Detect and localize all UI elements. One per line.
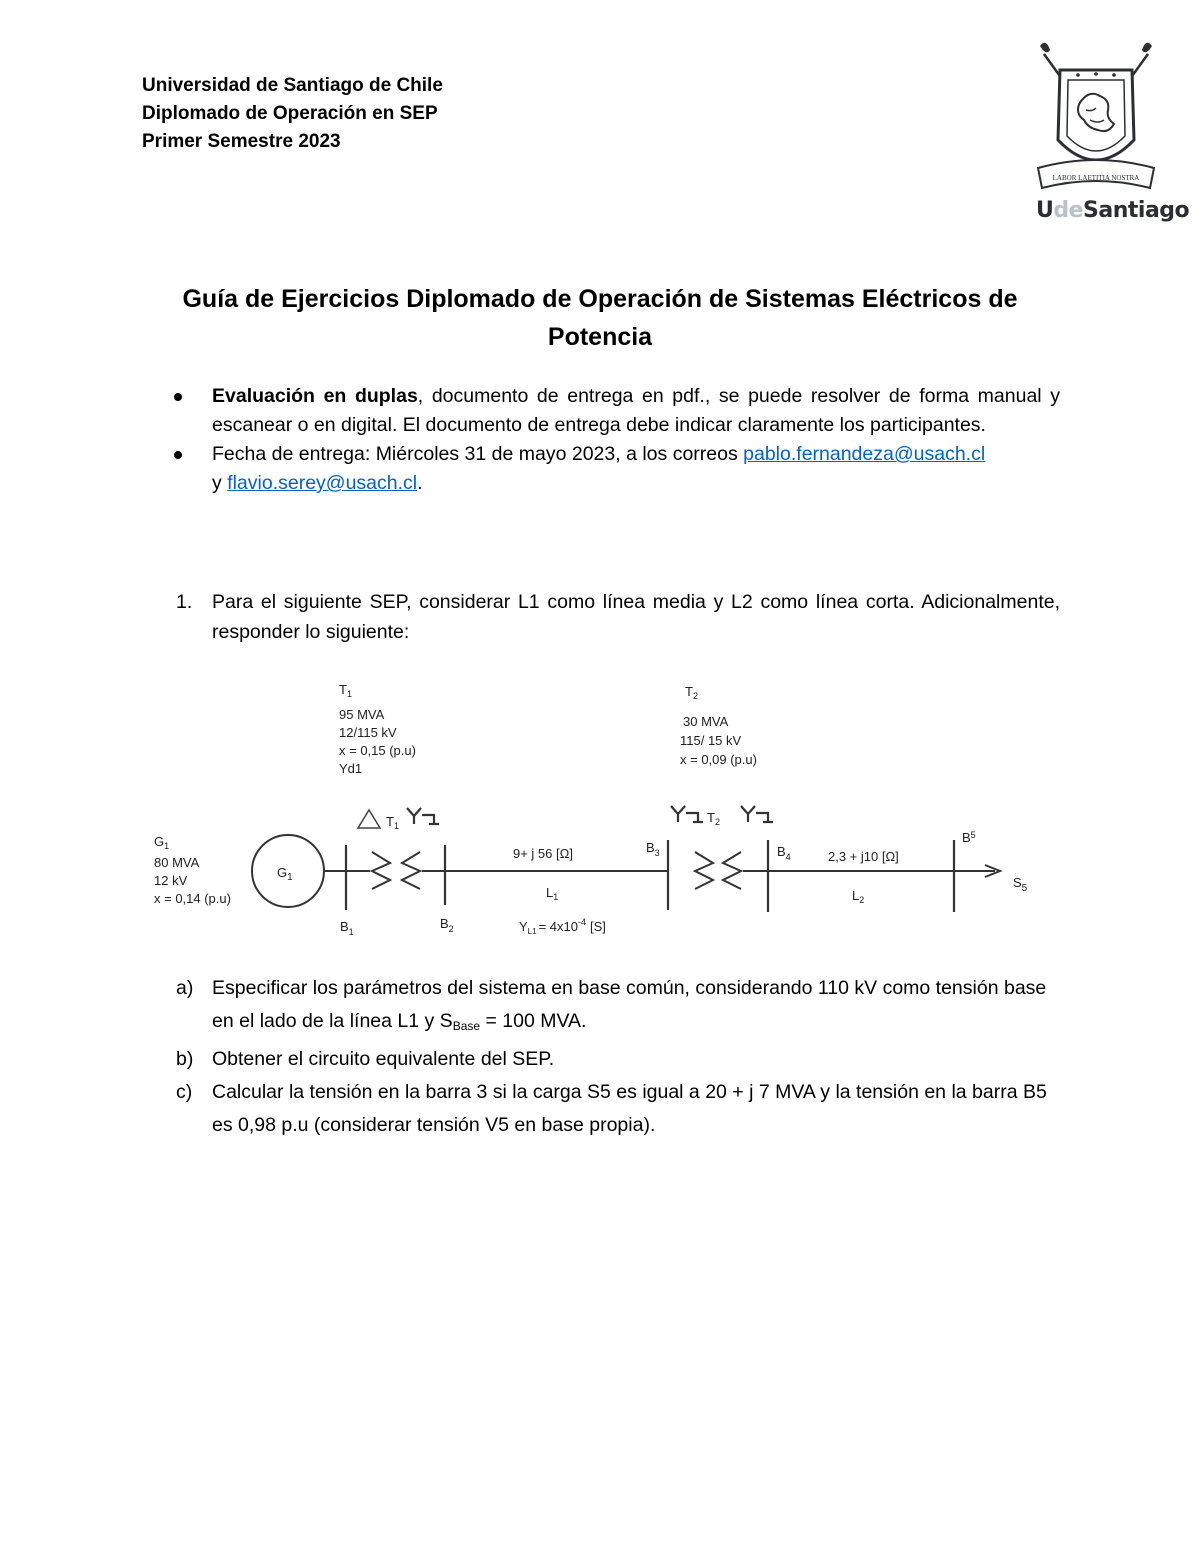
t2-symbol-label: $T_2$: [707, 810, 720, 827]
generator-symbol-label: $G_1$: [277, 865, 293, 883]
logo-de: de: [1053, 198, 1084, 223]
evaluation-text: , documento de entrega en pdf., se puede resolver de forma manual y escanear o en digital. El documento de entrega debe indicar claramente los participantes.: [212, 385, 1060, 436]
l1-label: $L_1$: [546, 885, 559, 902]
wye-grounded-winding-icon: [741, 806, 773, 822]
l2-impedance: 2,3 + j10 [Ω]: [828, 849, 899, 864]
t1-reactance: x = 0,15 (p.u): [339, 743, 416, 758]
question-1: [170, 587, 1060, 647]
instruction-item: [170, 440, 1060, 498]
t2-winding-symbols: [671, 806, 773, 827]
bus-b2-label: $B_2$: [440, 916, 454, 934]
due-date-conjunction: y: [212, 472, 228, 494]
t2-label: $T_2$: [685, 684, 698, 701]
bus-b3-label: $B_3$: [646, 840, 660, 858]
g1-reactance: x = 0,14 (p.u): [154, 891, 231, 906]
t1-connection: Yd1: [339, 761, 363, 776]
subquestion-subscript: Base: [452, 1019, 481, 1033]
email-link-1[interactable]: pablo.fernandeza@usach.cl: [743, 443, 986, 465]
subquestion-b: [170, 1043, 1060, 1076]
bus-b1-label: $B_1$: [340, 919, 354, 937]
evaluation-label: Evaluación en duplas: [212, 385, 418, 407]
delta-winding-icon: [358, 810, 380, 828]
l1-impedance: 9+ j 56 [Ω]: [513, 846, 573, 861]
subquestion-a: [170, 972, 1060, 1043]
t1-symbol-label: $T_1$: [386, 814, 399, 831]
question-number: 1.: [176, 591, 193, 613]
t2-reactance: x = 0,09 (p.u): [680, 752, 757, 767]
subquestion-label: b): [176, 1048, 194, 1070]
university-logo-wordmark: [1036, 198, 1189, 223]
bullet-icon: [174, 393, 182, 401]
email-link-2[interactable]: flavio.serey@usach.cl: [227, 472, 418, 494]
transformer-t2-icon: [695, 852, 741, 889]
logo-u: U: [1036, 198, 1054, 223]
instructions-list: [170, 382, 1060, 498]
t1-rating: 95 MVA: [339, 707, 385, 722]
subquestion-text: Obtener el circuito equivalente del SEP.: [212, 1048, 555, 1070]
subquestion-text: Calcular la tensión en la barra 3 si la carga S5 es igual a 20 + j 7 MVA y la tensión en la barra B5 es 0,98 p.u (considerar tensión V5 en base propia).: [212, 1081, 1047, 1136]
subquestion-label: c): [176, 1081, 193, 1103]
t2-voltage: 115/ 15 kV: [680, 733, 742, 748]
subquestions-list: [170, 972, 1060, 1142]
g1-label: $G_1$: [154, 834, 170, 851]
l1-admittance: $Y_{L1} = 4x10^{-4}$ [S]: [519, 917, 606, 936]
transformer-t1-icon: [372, 852, 420, 889]
document-title: [120, 280, 1080, 356]
subquestion-label: a): [176, 977, 194, 999]
generator-icon: [252, 835, 324, 907]
g1-rating: 80 MVA: [154, 855, 200, 870]
bus-b5-label: $B^5$: [962, 830, 976, 845]
header-block: [142, 72, 443, 156]
power-system-diagram: [140, 670, 1040, 950]
logo-santiago: Santiago: [1083, 198, 1190, 223]
subquestion-c: [170, 1076, 1060, 1142]
instruction-item: [170, 382, 1060, 440]
t1-voltage: 12/115 kV: [339, 725, 397, 740]
t1-label: $T_1$: [339, 682, 352, 699]
due-date-text: Fecha de entrega: Miércoles 31 de mayo 2023, a los correos: [212, 443, 744, 465]
bullet-icon: [174, 451, 182, 459]
program-name: Diplomado de Operación en SEP: [142, 103, 438, 124]
bus-b4-label: $B_4$: [777, 844, 791, 862]
university-name: Universidad de Santiago de Chile: [142, 75, 443, 96]
title-line-2: Potencia: [547, 323, 653, 351]
subquestion-text-end: = 100 MVA.: [480, 1010, 587, 1032]
semester: Primer Semestre 2023: [142, 131, 341, 152]
due-date-end: .: [417, 472, 423, 494]
wye-grounded-winding-icon: [407, 808, 439, 824]
svg-text:LABOR LAETITIA NOSTRA: LABOR LAETITIA NOSTRA: [1052, 174, 1140, 182]
l2-label: $L_2$: [852, 888, 865, 905]
title-line-1: Guía de Ejercicios Diplomado de Operación de Sistemas Eléctricos de: [182, 285, 1018, 313]
subquestion-text: Especificar los parámetros del sistema en base común, considerando 110 kV como tensión base en el lado de la línea L1 y S: [212, 977, 1047, 1032]
wye-grounded-winding-icon: [671, 806, 703, 822]
t2-rating: 30 MVA: [683, 714, 729, 729]
question-text: Para el siguiente SEP, considerar L1 como línea media y L2 como línea corta. Adicionalmente, responder lo siguiente:: [212, 591, 1060, 643]
load-s5-label: $S_5$: [1013, 875, 1028, 894]
g1-voltage: 12 kV: [154, 873, 188, 888]
t1-winding-symbols: [358, 808, 439, 831]
